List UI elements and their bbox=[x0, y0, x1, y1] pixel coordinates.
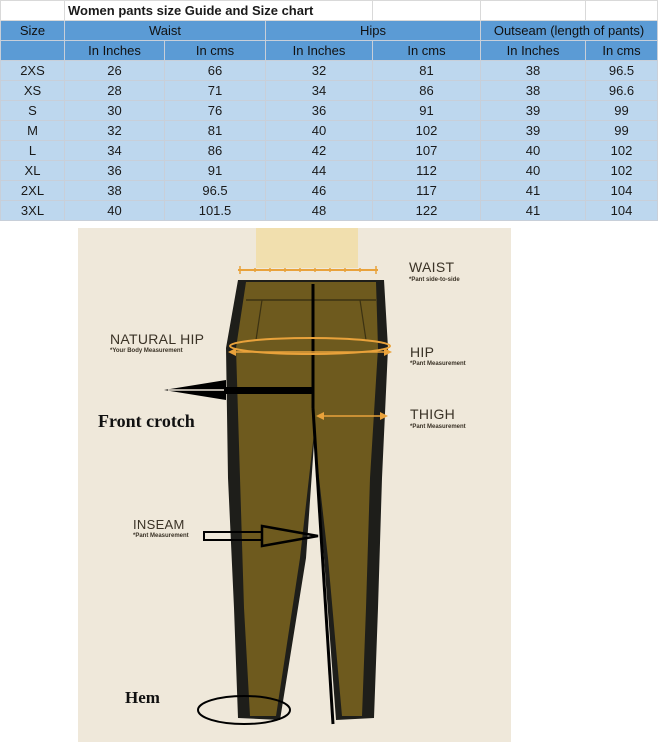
value-cell: 81 bbox=[373, 61, 481, 81]
inseam-label: INSEAM bbox=[133, 517, 185, 532]
title-row bbox=[1, 1, 658, 21]
unit-header: In cms bbox=[165, 41, 266, 61]
front-crotch-label: Front crotch bbox=[98, 411, 195, 431]
natural-hip-note: *Your Body Measurement bbox=[110, 348, 183, 354]
unit-header: In Inches bbox=[481, 41, 586, 61]
value-cell: 38 bbox=[481, 81, 586, 101]
size-cell: S bbox=[1, 101, 65, 121]
table-body bbox=[1, 61, 658, 221]
empty-cell bbox=[481, 1, 586, 21]
empty-cell bbox=[373, 1, 481, 21]
value-cell: 117 bbox=[373, 181, 481, 201]
value-cell: 91 bbox=[165, 161, 266, 181]
value-cell: 28 bbox=[65, 81, 165, 101]
table-row bbox=[1, 101, 658, 121]
value-cell: 40 bbox=[481, 161, 586, 181]
value-cell: 26 bbox=[65, 61, 165, 81]
table-row bbox=[1, 61, 658, 81]
value-cell: 102 bbox=[586, 161, 658, 181]
table-title: Women pants size Guide and Size chart bbox=[65, 1, 373, 21]
size-cell: XL bbox=[1, 161, 65, 181]
value-cell: 96.6 bbox=[586, 81, 658, 101]
value-cell: 34 bbox=[65, 141, 165, 161]
value-cell: 102 bbox=[586, 141, 658, 161]
value-cell: 40 bbox=[65, 201, 165, 221]
table-row bbox=[1, 121, 658, 141]
unit-header: In Inches bbox=[65, 41, 165, 61]
thigh-label: THIGH bbox=[410, 406, 456, 422]
size-chart-table bbox=[0, 0, 658, 221]
hem-label: Hem bbox=[125, 688, 160, 707]
body-torso bbox=[256, 228, 358, 268]
group-header-row bbox=[1, 21, 658, 41]
value-cell: 32 bbox=[266, 61, 373, 81]
natural-hip-label: NATURAL HIP bbox=[110, 331, 205, 347]
waist-header: Waist bbox=[65, 21, 266, 41]
value-cell: 96.5 bbox=[165, 181, 266, 201]
value-cell: 99 bbox=[586, 121, 658, 141]
hip-note: *Pant Measurement bbox=[410, 361, 466, 367]
value-cell: 81 bbox=[165, 121, 266, 141]
empty-cell bbox=[586, 1, 658, 21]
value-cell: 34 bbox=[266, 81, 373, 101]
value-cell: 96.5 bbox=[586, 61, 658, 81]
value-cell: 101.5 bbox=[165, 201, 266, 221]
size-cell: XS bbox=[1, 81, 65, 101]
waist-label: WAIST bbox=[409, 259, 455, 275]
size-header: Size bbox=[1, 21, 65, 41]
value-cell: 102 bbox=[373, 121, 481, 141]
unit-header: In cms bbox=[373, 41, 481, 61]
value-cell: 46 bbox=[266, 181, 373, 201]
value-cell: 66 bbox=[165, 61, 266, 81]
value-cell: 30 bbox=[65, 101, 165, 121]
inseam-note: *Pant Measurement bbox=[133, 533, 189, 539]
value-cell: 41 bbox=[481, 201, 586, 221]
waist-note: *Pant side-to-side bbox=[409, 277, 460, 283]
value-cell: 99 bbox=[586, 101, 658, 121]
size-cell: 2XS bbox=[1, 61, 65, 81]
value-cell: 42 bbox=[266, 141, 373, 161]
value-cell: 44 bbox=[266, 161, 373, 181]
value-cell: 76 bbox=[165, 101, 266, 121]
value-cell: 71 bbox=[165, 81, 266, 101]
unit-header-row bbox=[1, 41, 658, 61]
value-cell: 91 bbox=[373, 101, 481, 121]
value-cell: 86 bbox=[165, 141, 266, 161]
value-cell: 38 bbox=[65, 181, 165, 201]
table-row bbox=[1, 181, 658, 201]
size-cell: L bbox=[1, 141, 65, 161]
hip-label: HIP bbox=[410, 344, 435, 360]
size-cell: 3XL bbox=[1, 201, 65, 221]
front-crotch-arrow-shaft bbox=[218, 387, 313, 394]
value-cell: 104 bbox=[586, 181, 658, 201]
empty-cell bbox=[1, 41, 65, 61]
unit-header: In Inches bbox=[266, 41, 373, 61]
unit-header: In cms bbox=[586, 41, 658, 61]
value-cell: 36 bbox=[266, 101, 373, 121]
table-row bbox=[1, 141, 658, 161]
hips-header: Hips bbox=[266, 21, 481, 41]
size-cell: M bbox=[1, 121, 65, 141]
value-cell: 36 bbox=[65, 161, 165, 181]
value-cell: 40 bbox=[266, 121, 373, 141]
value-cell: 38 bbox=[481, 61, 586, 81]
value-cell: 107 bbox=[373, 141, 481, 161]
pants-illustration bbox=[78, 228, 511, 742]
table-row bbox=[1, 161, 658, 181]
value-cell: 112 bbox=[373, 161, 481, 181]
value-cell: 86 bbox=[373, 81, 481, 101]
value-cell: 122 bbox=[373, 201, 481, 221]
value-cell: 39 bbox=[481, 121, 586, 141]
value-cell: 48 bbox=[266, 201, 373, 221]
outseam-header: Outseam (length of pants) bbox=[481, 21, 658, 41]
value-cell: 104 bbox=[586, 201, 658, 221]
arrow-head bbox=[384, 348, 392, 356]
table-row bbox=[1, 81, 658, 101]
empty-cell bbox=[1, 1, 65, 21]
value-cell: 32 bbox=[65, 121, 165, 141]
size-cell: 2XL bbox=[1, 181, 65, 201]
value-cell: 40 bbox=[481, 141, 586, 161]
table-row bbox=[1, 201, 658, 221]
thigh-note: *Pant Measurement bbox=[410, 424, 466, 430]
value-cell: 41 bbox=[481, 181, 586, 201]
value-cell: 39 bbox=[481, 101, 586, 121]
